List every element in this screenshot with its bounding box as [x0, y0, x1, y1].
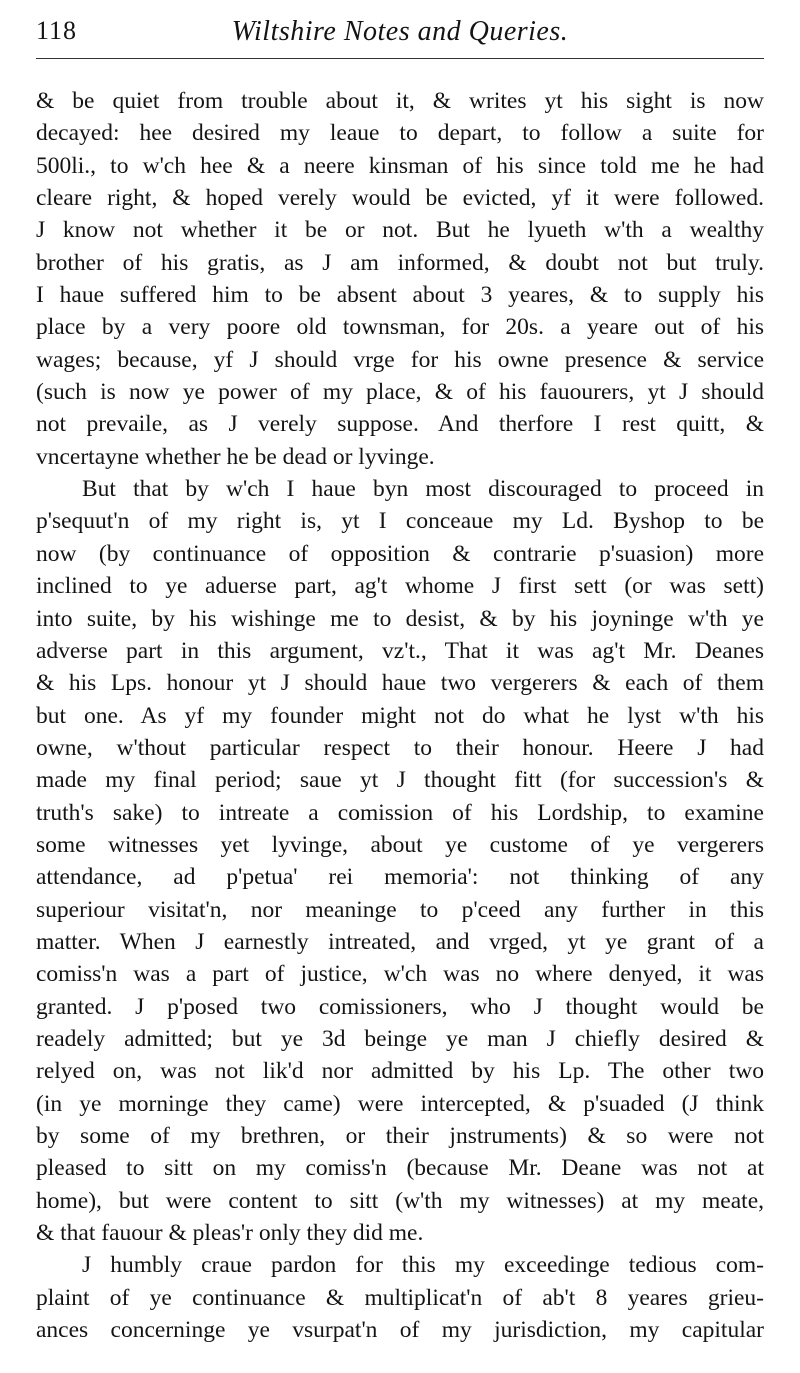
text-line: inclined to ye aduerse part, ag't whome J first sett (or was sett)	[36, 573, 764, 600]
page-number: 118	[36, 16, 78, 45]
text-line: into suite, by his wishinge me to desist, & by his joyninge w'th ye	[36, 605, 764, 632]
text-line: relyed on, was not lik'd nor admitted by his Lp. The other two	[36, 1058, 764, 1085]
body-text	[36, 85, 764, 1346]
text-line: comiss'n was a part of justice, w'ch was no where denyed, it was	[36, 961, 764, 988]
paragraph	[36, 1249, 764, 1346]
text-line: granted. J p'posed two comissioners, who J thought would be	[36, 993, 764, 1020]
text-line: now (by continuance of opposition & contrarie p'suasion) more	[36, 540, 764, 567]
text-line: adverse part in this argument, vz't., That it was ag't Mr. Deanes	[36, 637, 764, 664]
text-line: & his Lps. honour yt J should haue two vergerers & each of them	[36, 670, 764, 697]
page-header	[36, 14, 764, 54]
text-line: (such is now ye power of my place, & of his fauourers, yt J should	[36, 379, 764, 406]
text-line: by some of my brethren, or their jnstruments) & so were not	[36, 1123, 764, 1149]
text-line: superiour visitat'n, nor meaninge to p'ceed any further in this	[36, 896, 764, 923]
text-line: matter. When J earnestly intreated, and vrged, yt ye grant of a	[36, 928, 764, 955]
text-line: not prevaile, as J verely suppose. And therfore I rest quitt, &	[36, 411, 764, 438]
text-line: readely admitted; but ye 3d beinge ye man J chiefly desired &	[36, 1025, 764, 1052]
text-line: wages; because, yf J should vrge for his owne presence & service	[36, 346, 764, 373]
text-line: brother of his gratis, as J am informed, & doubt not but truly.	[36, 249, 764, 276]
text-line: but one. As yf my founder might not do what he lyst w'th his	[36, 702, 764, 729]
text-line: I haue suffered him to be absent about 3 yeares, & to supply his	[36, 282, 764, 309]
text-line: attendance, ad p'petua' rei memoria': not thinking of any	[36, 864, 764, 891]
text-line: pleased to sitt on my comiss'n (because Mr. Deane was not at	[36, 1155, 764, 1182]
text-line: some witnesses yet lyvinge, about ye custome of ye vergerers	[36, 831, 764, 858]
text-line: & be quiet from trouble about it, & writes yt his sight is now	[36, 88, 764, 114]
text-line: truth's sake) to intreate a comission of his Lordship, to examine	[36, 799, 764, 826]
header-rule	[36, 58, 764, 59]
text-line: J humbly craue pardon for this my exceedinge tedious com-	[82, 1252, 764, 1279]
text-line: home), but were content to sitt (w'th my witnesses) at my meate,	[36, 1187, 764, 1214]
text-line: plaint of ye continuance & multiplicat'n of ab't 8 yeares grieu-	[36, 1284, 764, 1311]
text-line: decayed: hee desired my leaue to depart, to follow a suite for	[36, 120, 764, 147]
text-line: & that fauour & pleas'r only they did me.	[36, 1220, 424, 1247]
text-line: owne, w'thout particular respect to their honour. Heere J had	[36, 734, 764, 761]
paragraph	[36, 473, 764, 1249]
paragraph	[36, 85, 764, 473]
text-line: ances concerninge ye vsurpat'n of my jurisdiction, my capitular	[36, 1317, 764, 1344]
text-line: p'sequut'n of my right is, yt I conceaue my Ld. Byshop to be	[36, 508, 764, 535]
running-title: Wiltshire Notes and Queries.	[231, 16, 569, 47]
text-line: place by a very poore old townsman, for 20s. a yeare out of his	[36, 314, 764, 341]
text-line: made my final period; saue yt J thought fitt (for succession's &	[36, 767, 764, 794]
text-line: vncertayne whether he be dead or lyvinge.	[36, 443, 435, 470]
text-line: cleare right, & hoped verely would be evicted, yf it were followed.	[36, 185, 764, 212]
text-line: 500li., to w'ch hee & a neere kinsman of his since told me he had	[36, 152, 764, 179]
text-line: (in ye morninge they came) were intercepted, & p'suaded (J think	[36, 1090, 764, 1117]
text-line: But that by w'ch I haue byn most discouraged to proceed in	[82, 476, 764, 503]
text-line: J know not whether it be or not. But he lyueth w'th a wealthy	[36, 217, 764, 244]
